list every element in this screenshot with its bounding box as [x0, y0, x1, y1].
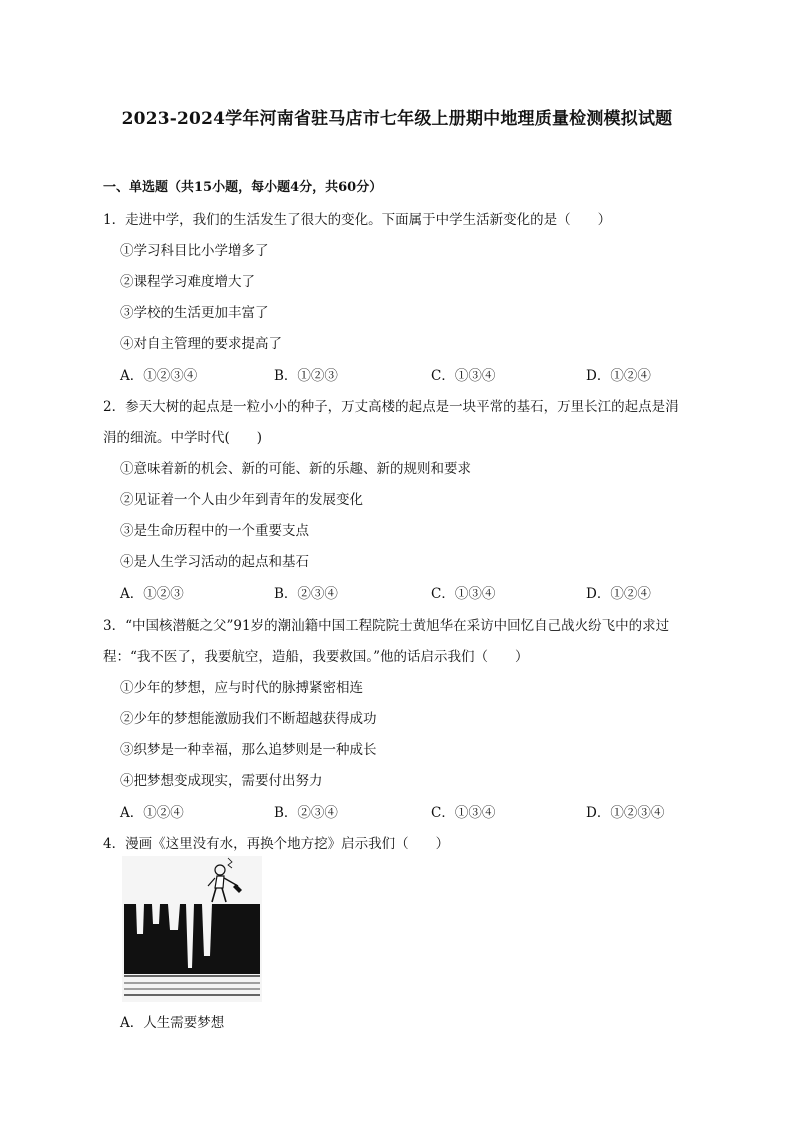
question-3-option-b: B．②③④ — [274, 805, 338, 821]
question-3-item: ①少年的梦想，应与时代的脉搏紧密相连 — [120, 680, 363, 696]
question-4-stem: 4．漫画《这里没有水，再换个地方挖》启示我们（ ） — [103, 836, 450, 852]
question-2-option-c: C．①③④ — [431, 586, 496, 602]
question-1-option-c: C．①③④ — [431, 368, 496, 384]
question-3-stem-cont: 程：“我不医了，我要航空，造船，我要救国。”他的话启示我们（ ） — [103, 649, 529, 665]
question-1-option-a: A．①②③④ — [120, 368, 198, 384]
question-3-option-c: C．①③④ — [431, 805, 496, 821]
question-1-option-d: D．①②④ — [586, 368, 651, 384]
question-4-option-a: A．人生需要梦想 — [120, 1015, 225, 1031]
question-3-stem: 3．“中国核潜艇之父”91岁的潮汕籍中国工程院院士黄旭华在采访中回忆自己战火纷飞中的求过 — [103, 618, 670, 634]
question-2-option-a: A．①②③ — [120, 586, 184, 602]
question-1-item: ②课程学习难度增大了 — [120, 274, 255, 290]
section-heading: 一、单选题（共15小题，每小题4分，共60分） — [103, 180, 383, 195]
question-3-item: ②少年的梦想能激励我们不断超越获得成功 — [120, 711, 377, 727]
question-1-item: ①学习科目比小学增多了 — [120, 243, 269, 259]
question-2-option-b: B．②③④ — [274, 586, 338, 602]
question-1-item: ④对自主管理的要求提高了 — [120, 336, 282, 352]
question-2-stem-cont: 涓的细流。中学时代( ) — [103, 430, 263, 446]
question-2-item: ①意味着新的机会、新的可能、新的乐趣、新的规则和要求 — [120, 461, 471, 477]
page-title: 2023-2024学年河南省驻马店市七年级上册期中地理质量检测模拟试题 — [121, 109, 673, 129]
question-3-item: ③织梦是一种幸福，那么追梦则是一种成长 — [120, 742, 377, 758]
question-3-option-d: D．①②③④ — [586, 805, 665, 821]
cartoon-digging-wells-image — [122, 856, 262, 1002]
question-2-item: ③是生命历程中的一个重要支点 — [120, 523, 309, 539]
question-2-stem: 2．参天大树的起点是一粒小小的种子，万丈高楼的起点是一块平常的基石，万里长江的起点是涓 — [103, 399, 679, 415]
question-2-item: ②见证着一个人由少年到青年的发展变化 — [120, 492, 363, 508]
question-3-option-a: A．①②④ — [120, 805, 184, 821]
question-1-item: ③学校的生活更加丰富了 — [120, 305, 269, 321]
question-1-option-b: B．①②③ — [274, 368, 338, 384]
question-2-option-d: D．①②④ — [586, 586, 651, 602]
question-3-item: ④把梦想变成现实，需要付出努力 — [120, 773, 323, 789]
question-1-stem: 1．走进中学，我们的生活发生了很大的变化。下面属于中学生活新变化的是（ ） — [103, 212, 612, 228]
question-2-item: ④是人生学习活动的起点和基石 — [120, 554, 309, 570]
